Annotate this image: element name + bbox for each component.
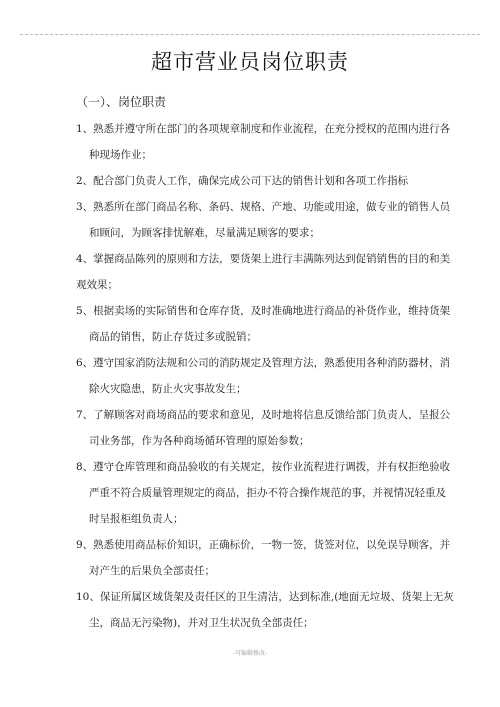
duty-item-text: 10、保证所属区域货架及责任区的卫生清洁，达到标准,(地面无垃圾、货架上无灰 xyxy=(76,591,454,603)
duty-item xyxy=(76,350,450,402)
duty-item xyxy=(76,402,450,454)
duty-item-text: 9、熟悉使用商品标价知识，正确标价，一物一签，货签对位，以免误导顾客，并 xyxy=(76,539,451,551)
duty-item-continuation: 严重不符合质量管理规定的商品，拒办不符合操作规范的事，并视情况轻重及 xyxy=(89,487,446,499)
duty-item-text: 1、熟悉并遵守所在部门的各项规章制度和作业流程，在充分授权的范围内进行各 xyxy=(76,123,451,135)
duty-item-continuation: 观效果； xyxy=(76,279,118,291)
duty-item xyxy=(76,194,450,246)
duty-item-text: 8、遵守仓库管理和商品验收的有关规定，按作业流程进行调拨，并有权拒绝验收 xyxy=(76,461,451,473)
duty-list xyxy=(76,116,454,636)
duty-item xyxy=(76,116,450,168)
duty-item-text: 7、了解顾客对商场商品的要求和意见，及时地将信息反馈给部门负责人，呈报公 xyxy=(76,409,451,421)
duty-item-continuation: 和顾问，为顾客排忧解难，尽量满足顾客的要求； xyxy=(89,227,320,239)
duty-item-continuation: 尘，商品无污染物)，并对卫生状况负全部责任； xyxy=(89,617,314,629)
duty-item xyxy=(76,168,450,194)
duty-item-text: 2、配合部门负责人工作，确保完成公司下达的销售计划和各项工作指标 xyxy=(76,175,409,187)
duty-item-continuation: 商品的销售，防止存货过多或脱销； xyxy=(89,331,257,343)
page-footer: -可编辑修改- xyxy=(232,650,268,657)
duty-item-continuation: 对产生的后果负全部责任； xyxy=(89,565,215,577)
duty-item-continuation: 司业务部，作为各种商场循环管理的原始参数； xyxy=(89,435,310,447)
duty-item-continuation: 除火灾隐患，防止火灾事故发生； xyxy=(89,383,247,395)
duty-item-text: 5、根据卖场的实际销售和仓库存货，及时准确地进行商品的补货作业，维持货架 xyxy=(76,305,451,317)
duty-item xyxy=(76,454,450,532)
duty-item xyxy=(76,298,450,350)
duty-item-continuation: 种现场作业； xyxy=(89,149,152,161)
document-title: 超市营业员岗位职责 xyxy=(151,50,349,74)
duty-item xyxy=(76,532,450,584)
header-rule xyxy=(20,34,480,35)
duty-item-text: 3、熟悉所在部门商品名称、条码、规格、产地、功能或用途，做专业的销售人员 xyxy=(76,201,451,213)
duty-item-text: 6、遵守国家消防法规和公司的消防规定及管理方法，熟悉使用各种消防器材，消 xyxy=(76,357,451,369)
duty-item-text: 4、掌握商品陈列的原则和方法，要货架上进行丰满陈列达到促销销售的目的和美 xyxy=(76,253,451,265)
duty-item-continuation: 时呈报柜组负责人； xyxy=(89,513,184,525)
duty-item xyxy=(76,246,450,298)
duty-item xyxy=(76,584,454,636)
section-heading: （一）、岗位职责 xyxy=(76,95,167,109)
